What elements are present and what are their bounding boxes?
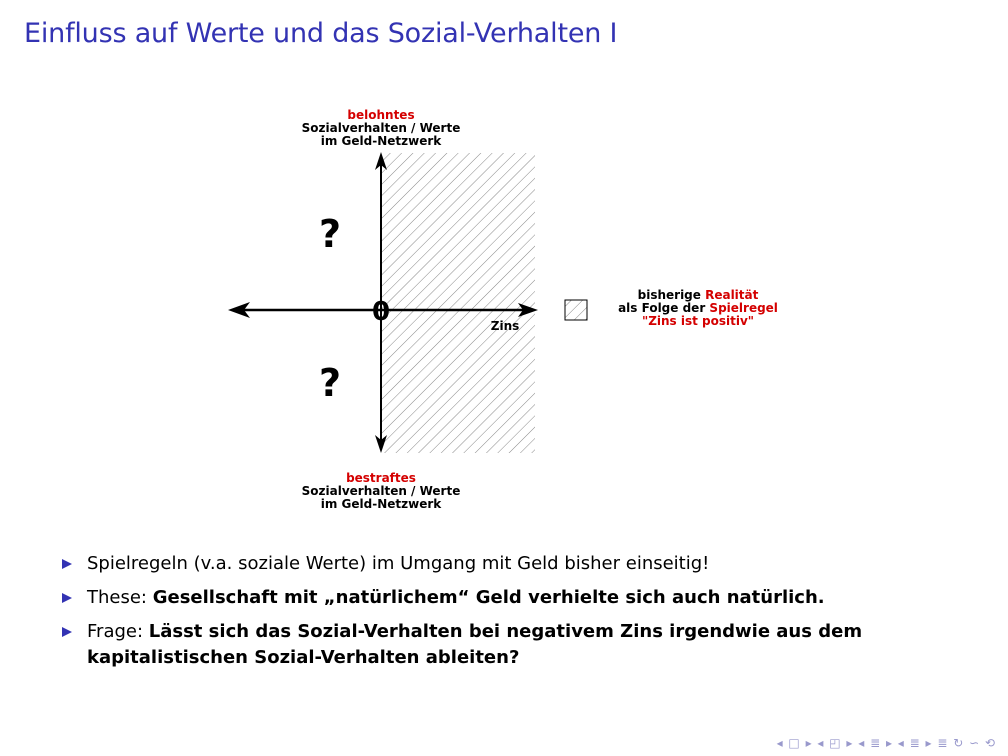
hatched-region (381, 153, 535, 453)
legend-line1: bisherige Realität (637, 288, 759, 302)
origin-label: 0 (371, 297, 391, 327)
top-label-highlight: belohntes (347, 108, 415, 122)
bullet-list (62, 551, 922, 679)
bullet-bold-text: Gesellschaft mit „natürlichem“ Geld verhielte sich auch natürlich. (152, 587, 825, 608)
legend-line3: "Zins ist positiv" (641, 314, 755, 328)
bullet-bold-text: Lässt sich das Sozial-Verhalten bei negativem Zins irgendwie aus dem kapitalistischen Sozial-Verhalten ableiten? (87, 621, 863, 668)
bullet-item (62, 585, 922, 611)
bottom-label-line3: im Geld-Netzwerk (320, 497, 442, 511)
top-label-line2: Sozialverhalten / Werte (301, 121, 461, 135)
beamer-navigation-icons[interactable]: ◂ □ ▸ ◂ ◰ ▸ ◂ ≣ ▸ ◂ ≣ ▸ ≣ ↻ ∽ ⟲ (776, 736, 996, 750)
slide-title: Einfluss auf Werte und das Sozial-Verhalten I (24, 18, 618, 49)
bullet-item (62, 619, 922, 671)
bullet-text: Spielregeln (v.a. soziale Werte) im Umgang mit Geld bisher einseitig! (87, 553, 710, 574)
top-label-line3: im Geld-Netzwerk (320, 134, 442, 148)
legend-line2: als Folge der Spielregel (618, 301, 778, 315)
bottom-label-line2: Sozialverhalten / Werte (301, 484, 461, 498)
bullet-text: These: (87, 587, 153, 608)
legend-swatch (565, 300, 587, 320)
bullet-triangle-icon (62, 559, 72, 569)
bottom-label-highlight: bestraftes (346, 471, 416, 485)
bullet-triangle-icon (62, 593, 72, 603)
upper-question-mark: ? (318, 212, 342, 256)
x-axis-label: Zins (490, 319, 520, 333)
lower-question-mark: ? (318, 361, 342, 405)
bullet-text: Frage: (87, 621, 149, 642)
bullet-item (62, 551, 922, 577)
bullet-triangle-icon (62, 627, 72, 637)
